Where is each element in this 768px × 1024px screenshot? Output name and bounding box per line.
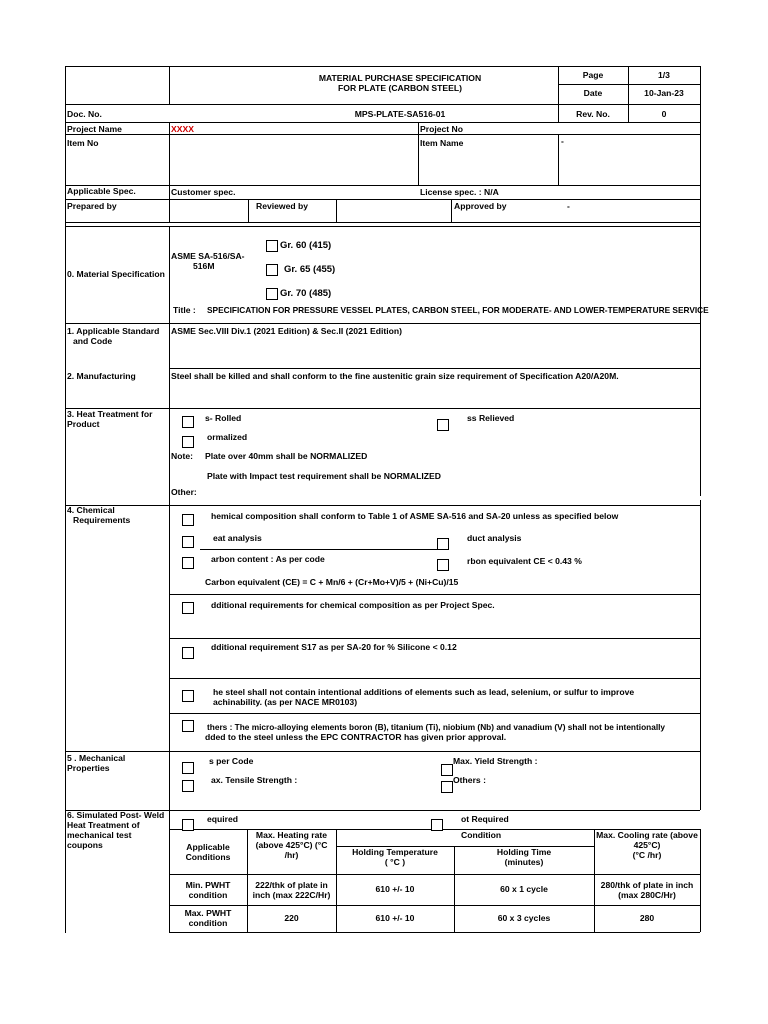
other-label: Other:: [171, 487, 197, 497]
pwht-required-checkbox[interactable]: [182, 819, 194, 831]
as-per-code-label: s per Code: [209, 756, 254, 766]
grade-60-label: Gr. 60 (415): [280, 240, 332, 251]
document-subtitle: FOR PLATE (CARBON STEEL): [338, 83, 462, 93]
chemical-label-2: Requirements: [73, 515, 131, 525]
rule: [65, 751, 700, 752]
rule: [558, 84, 700, 85]
s17-requirement-checkbox[interactable]: [182, 647, 194, 659]
customer-spec-label: Customer spec.: [171, 187, 236, 197]
grade-65-label: Gr. 65 (455): [284, 264, 336, 275]
rule: [169, 874, 700, 875]
heating-rate-header: Max. Heating rate: [255, 830, 328, 840]
license-spec: License spec. : N/A: [420, 187, 499, 197]
carbon-equivalent-checkbox[interactable]: [437, 559, 449, 571]
date-value: 10-Jan-23: [644, 88, 684, 98]
grade-70-checkbox[interactable]: [266, 288, 278, 300]
max-yield-label: Max. Yield Strength :: [453, 756, 538, 766]
rule: [65, 199, 700, 200]
item-name-value: -: [561, 136, 564, 146]
rule: [169, 368, 700, 369]
as-per-code-checkbox[interactable]: [182, 762, 194, 774]
reviewed-by-label: Reviewed by: [256, 201, 309, 211]
pwht-label-4: coupons: [67, 840, 103, 850]
rule: [169, 932, 700, 933]
product-analysis-label: duct analysis: [467, 533, 522, 543]
holding-condition-header: Condition: [461, 830, 502, 840]
chemical-label: 4. Chemical: [67, 505, 115, 515]
doc-no-value: MPS-PLATE-SA516-01: [354, 109, 446, 119]
heat-analysis-label: eat analysis: [213, 533, 262, 543]
pwht-label: 6. Simulated Post- Weld: [67, 810, 165, 820]
project-name-label: Project Name: [67, 124, 122, 134]
rule: [248, 199, 249, 222]
micro-alloying-text: thers : The micro-alloying elements boron (B), titanium (Ti), niobium (Nb) and vanadium (V) shall not be intentionally: [207, 722, 666, 732]
additional-chemical-text: dditional requirements for chemical composition as per Project Spec.: [211, 600, 495, 610]
rule: [336, 199, 337, 222]
applicable-spec-label: Applicable Spec.: [67, 186, 136, 196]
rule: [558, 134, 559, 185]
intentional-additions-text: he steel shall not contain intentional additions of elements such as lead, selenium, or sulfur to improve: [213, 687, 635, 697]
others-label: Others :: [453, 775, 486, 785]
others-checkbox[interactable]: [441, 781, 453, 793]
rule: [65, 66, 700, 67]
table-cell: (max 280C/Hr): [618, 890, 676, 900]
page-label: Page: [582, 70, 604, 80]
table-cell: condition: [188, 918, 228, 928]
rule: [65, 222, 700, 223]
material-standard-suffix: 516M: [193, 261, 215, 271]
micro-alloying-text-2: dded to the steel unless the EPC CONTRACTOR has given prior approval.: [205, 732, 507, 742]
rule: [169, 122, 170, 222]
table-cell: 60 x 1 cycle: [500, 884, 548, 894]
title-label: Title :: [173, 305, 196, 315]
normalized-label: ormalized: [207, 432, 248, 442]
doc-no-label: Doc. No.: [67, 109, 102, 119]
document-title: MATERIAL PURCHASE SPECIFICATION: [318, 73, 482, 83]
rule: [169, 638, 700, 639]
rule: [169, 713, 700, 714]
additional-chemical-checkbox[interactable]: [182, 602, 194, 614]
rule: [169, 226, 170, 932]
material-spec-label: 0. Material Specification: [67, 269, 165, 279]
intentional-additions-checkbox[interactable]: [182, 690, 194, 702]
carbon-content-label: arbon content : As per code: [211, 554, 325, 564]
as-rolled-checkbox[interactable]: [182, 416, 194, 428]
pwht-not-required-checkbox[interactable]: [431, 819, 443, 831]
rule: [700, 66, 701, 496]
holding-time-header: Holding Time: [496, 847, 552, 857]
rule: [700, 829, 701, 932]
date-label: Date: [583, 88, 603, 98]
rule: [65, 323, 700, 324]
material-standard: ASME SA-516/SA-: [171, 251, 245, 261]
rule: [169, 678, 700, 679]
heating-rate-header-2: (above 425°C) (°C: [255, 840, 328, 850]
page-value: 1/3: [658, 70, 670, 80]
table-cell: condition: [188, 890, 228, 900]
rule: [65, 134, 700, 135]
chemical-composition-checkbox[interactable]: [182, 514, 194, 526]
pwht-not-required-label: ot Required: [461, 814, 509, 824]
note-label: Note:: [171, 451, 193, 461]
table-cell: 60 x 3 cycles: [497, 913, 551, 923]
rule: [169, 594, 700, 595]
max-tensile-checkbox[interactable]: [182, 780, 194, 792]
rule: [169, 905, 700, 906]
heat-treatment-label-2: Product: [67, 419, 100, 429]
note-2: Plate with Impact test requirement shall be NORMALIZED: [207, 471, 441, 481]
rule: [418, 122, 419, 185]
applicable-conditions-header-2: Conditions: [185, 852, 231, 862]
normalized-checkbox[interactable]: [182, 436, 194, 448]
grade-70-label: Gr. 70 (485): [280, 288, 332, 299]
holding-temp-header-2: ( °C ): [384, 857, 406, 867]
manufacturing-label: 2. Manufacturing: [67, 371, 136, 381]
carbon-equivalent-limit: rbon equivalent CE < 0.43 %: [467, 556, 582, 566]
pwht-label-2: Heat Treatment of: [67, 820, 140, 830]
s17-requirement-text: dditional requirement S17 as per SA-20 for % Silicone < 0.12: [211, 642, 457, 652]
rev-label: Rev. No.: [576, 109, 610, 119]
rule: [65, 104, 700, 105]
table-cell: 220: [284, 913, 299, 923]
rule: [65, 122, 700, 123]
product-analysis-checkbox[interactable]: [437, 538, 449, 550]
cooling-rate-header-3: (°C /hr): [632, 850, 662, 860]
table-cell: 280/thk of plate in inch: [600, 880, 694, 890]
heating-rate-header-3: /hr): [284, 850, 299, 860]
item-no-label: Item No: [67, 138, 99, 148]
rule: [65, 226, 700, 227]
applicable-standard-label: 1. Applicable Standard: [67, 326, 160, 336]
rev-value: 0: [661, 109, 667, 119]
rule: [65, 66, 66, 933]
note-1: Plate over 40mm shall be NORMALIZED: [205, 451, 368, 461]
applicable-standard-label-2: and Code: [73, 336, 113, 346]
rule: [65, 185, 700, 186]
rule: [451, 199, 452, 222]
table-cell: 222/thk of plate in: [255, 880, 328, 890]
project-no-label: Project No: [420, 124, 463, 134]
holding-time-header-2: (minutes): [504, 857, 544, 867]
rule: [65, 505, 700, 506]
grade-60-checkbox[interactable]: [266, 240, 278, 252]
cooling-rate-header-2: 425°C): [633, 840, 661, 850]
table-cell: 610 +/- 10: [375, 884, 415, 894]
micro-alloying-checkbox[interactable]: [182, 720, 194, 732]
max-yield-checkbox[interactable]: [441, 764, 453, 776]
rule: [700, 500, 701, 810]
heat-treatment-label: 3. Heat Treatment for: [67, 409, 153, 419]
pwht-label-3: mechanical test: [67, 830, 132, 840]
grade-65-checkbox[interactable]: [266, 264, 278, 276]
approved-by-label: Approved by: [454, 201, 507, 211]
manufacturing-value: Steel shall be killed and shall conform to the fine austenitic grain size requirement of Specification A20/A20M.: [171, 371, 619, 381]
as-rolled-label: s- Rolled: [205, 413, 242, 423]
applicable-standard-value: ASME Sec.VIII Div.1 (2021 Edition) & Sec.II (2021 Edition): [171, 326, 402, 336]
stress-relieved-label: ss Relieved: [467, 413, 515, 423]
title-value: SPECIFICATION FOR PRESSURE VESSEL PLATES, CARBON STEEL, FOR MODERATE- AND LOWER-TEMPERATURE SERVICE: [207, 305, 709, 315]
table-cell: 610 +/- 10: [375, 913, 415, 923]
approved-by-value: -: [567, 201, 570, 211]
heat-analysis-checkbox[interactable]: [182, 536, 194, 548]
stress-relieved-checkbox[interactable]: [437, 419, 449, 431]
chemical-composition-text: hemical composition shall conform to Table 1 of ASME SA-516 and SA-20 unless as specified below: [211, 511, 619, 521]
item-name-label: Item Name: [420, 138, 464, 148]
cooling-rate-header: Max. Cooling rate (above: [596, 830, 698, 840]
table-cell: Max. PWHT: [184, 908, 232, 918]
ce-formula: Carbon equivalent (CE) = C + Mn/6 + (Cr+Mo+V)/5 + (Ni+Cu)/15: [205, 577, 459, 587]
max-tensile-label: ax. Tensile Strength :: [211, 775, 298, 785]
intentional-additions-text-2: achinability. (as per NACE MR0103): [213, 697, 358, 707]
pwht-required-label: equired: [207, 814, 239, 824]
prepared-by-label: Prepared by: [67, 201, 117, 211]
project-name-value: XXXX: [171, 124, 194, 134]
carbon-content-checkbox[interactable]: [182, 557, 194, 569]
applicable-conditions-header: Applicable: [186, 842, 230, 852]
mechanical-label-2: Properties: [67, 763, 110, 773]
table-cell: 280: [639, 913, 655, 923]
holding-temp-header: Holding Temperature: [352, 847, 438, 857]
rule: [169, 66, 170, 104]
table-cell: Min. PWHT: [185, 880, 231, 890]
mechanical-label: 5 . Mechanical: [67, 753, 126, 763]
rule: [65, 408, 700, 409]
rule: [200, 549, 440, 550]
table-cell: inch (max 222C/Hr): [252, 890, 331, 900]
